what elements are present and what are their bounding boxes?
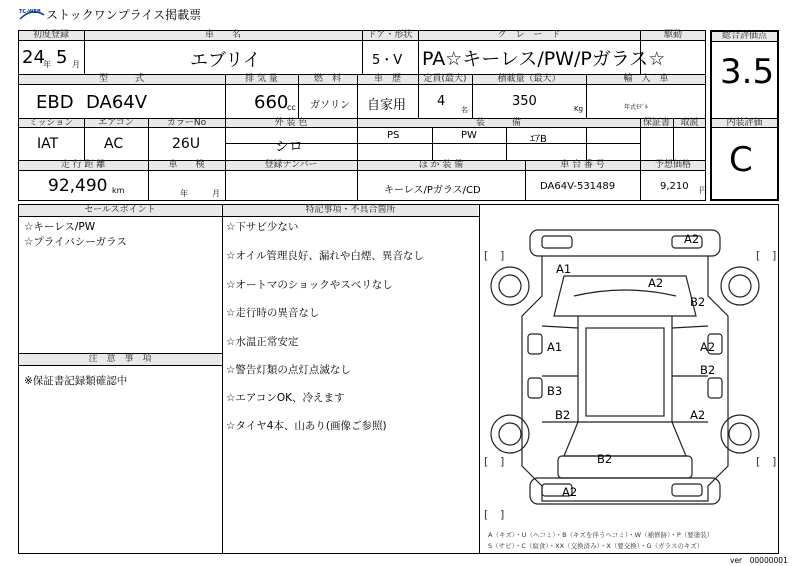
warranty-label: 保証書 xyxy=(642,118,670,128)
damage-right-door: A2 xyxy=(700,340,716,354)
insp-year: 年 xyxy=(180,189,188,198)
door-type: 5・V xyxy=(372,53,403,68)
glass-bracket: [ xyxy=(756,249,761,262)
glass-bracket: ] xyxy=(500,455,505,468)
car-name: エブリイ xyxy=(190,50,261,71)
glass-bracket: [ xyxy=(756,455,761,468)
price: 9,210 xyxy=(660,181,689,192)
door-type-label: ドア・形状 xyxy=(367,30,413,40)
load-label: 積載量（最大） xyxy=(497,74,561,84)
grade: PA☆キーレス/PW/Pガラス☆ xyxy=(422,48,666,70)
fuel: ガソリン xyxy=(310,100,350,111)
other-equipment: キーレス/Pガラス/CD xyxy=(384,185,481,196)
capacity-unit: 名 xyxy=(461,106,468,114)
chassis-no: DA64V-531489 xyxy=(540,181,616,192)
reg-month: 5 xyxy=(56,47,68,68)
list-item: ※保証書記録類確認中 xyxy=(24,375,128,387)
page-title: ストックワンプライス掲載票 xyxy=(46,8,202,22)
fuel-label: 燃 料 xyxy=(313,74,341,84)
color-no: 26U xyxy=(172,136,201,152)
price-label: 予想価格 xyxy=(654,160,691,170)
sales-points-label: セールスポイント xyxy=(84,205,156,215)
list-item: ☆水温正常安定 xyxy=(226,336,299,348)
car-name-label: 車 名 xyxy=(204,30,241,40)
import-label: 輸 入 車 xyxy=(623,74,669,84)
list-item: ☆エアコンOK、冷えます xyxy=(226,392,345,404)
logo-text: TC-WEB xyxy=(19,9,41,15)
damage-front-bumper: A2 xyxy=(684,232,700,246)
legend-line-1: A（キズ）・U（ヘコミ）・B（キズを伴うヘコミ）・W（補修跡）・P（要塗装） xyxy=(488,531,714,539)
aircon-label: エアコン xyxy=(98,118,134,128)
damage-rear-gate: B2 xyxy=(597,452,613,466)
list-item: ☆オイル管理良好、漏れや白煙、異音なし xyxy=(226,250,424,262)
list-item: ☆警告灯類の点灯点滅なし xyxy=(226,364,351,376)
ext-color: シロ xyxy=(275,139,303,155)
logo xyxy=(18,6,46,18)
notes-label: 注 意 事 項 xyxy=(88,354,152,364)
model-prefix: EBD xyxy=(36,92,74,113)
damage-left-side: B3 xyxy=(547,384,563,398)
model: DA64V xyxy=(86,92,148,113)
capacity-label: 定員(最大) xyxy=(423,74,467,84)
year-model: 年式ﾓﾃﾞﾙ xyxy=(624,104,649,111)
glass-bracket: [ xyxy=(484,249,489,262)
legend-line-2: S（サビ）・C（腐食）・XX（交換済み）・X（要交換）・G（ガラスのキズ） xyxy=(488,542,704,550)
reg-year-unit: 年 xyxy=(43,60,51,69)
displacement: 660 xyxy=(254,92,289,113)
car-diagram xyxy=(482,216,776,526)
reg-number-label: 登録ナンバー xyxy=(264,160,318,170)
interior-score-label: 内装評価 xyxy=(726,118,763,128)
chassis-no-label: 車 台 番 号 xyxy=(560,160,605,170)
list-item: ☆タイヤ4本、山あり(画像ご参照) xyxy=(226,420,387,432)
aircon: AC xyxy=(104,136,124,152)
capacity: 4 xyxy=(437,94,446,109)
reg-month-unit: 月 xyxy=(72,60,80,69)
damage-hood: A2 xyxy=(648,276,664,290)
equip-pw: PW xyxy=(461,130,477,141)
overall-score-label: 総合評価点 xyxy=(721,31,767,41)
color-no-label: カラーNo xyxy=(166,118,207,128)
list-item: ☆下サビ少ない xyxy=(226,221,299,233)
usage-label: 車 歴 xyxy=(373,74,401,84)
insp-month: 月 xyxy=(212,189,220,198)
overall-score: 3.5 xyxy=(720,52,775,92)
damage-left-door: A1 xyxy=(547,340,563,354)
mission-label: ミッション xyxy=(28,118,74,128)
mileage-label: 走 行 距 離 xyxy=(60,160,106,170)
inspection-label: 車 検 xyxy=(168,160,205,170)
list-item: ☆キーレス/PW xyxy=(24,221,96,233)
grade-label: グ レ ー ド xyxy=(497,30,561,40)
ext-color-label: 外 装 色 xyxy=(274,118,308,128)
equip-airbag: ｴｱB xyxy=(530,134,547,145)
displacement-unit: cc xyxy=(287,103,296,112)
load-unit: Kg xyxy=(574,105,584,113)
damage-front-right: B2 xyxy=(690,295,706,309)
model-label: 型 式 xyxy=(98,74,144,84)
version: ver 00000001 xyxy=(730,556,788,565)
glass-bracket: ] xyxy=(500,249,505,262)
list-item: ☆プライバシーガラス xyxy=(24,236,127,248)
displacement-label: 排 気 量 xyxy=(245,74,278,84)
mileage: 92,490 xyxy=(48,176,108,196)
equipment-label: 装 備 xyxy=(475,118,521,128)
glass-bracket: ] xyxy=(500,508,505,521)
list-item: ☆オートマのショックやスベリなし xyxy=(226,279,393,291)
damage-rear-bumper: A2 xyxy=(562,485,578,499)
glass-bracket: [ xyxy=(484,455,489,468)
equip-ps: PS xyxy=(387,130,400,141)
remarks-label: 特記事項・不具合箇所 xyxy=(305,205,396,215)
damage-left-rear: B2 xyxy=(555,408,571,422)
damage-front-left: A1 xyxy=(556,262,572,276)
damage-right-rear: A2 xyxy=(690,408,706,422)
manual-label: 取説 xyxy=(680,118,699,128)
glass-bracket: [ xyxy=(484,508,489,521)
drive-label: 駆動 xyxy=(663,30,682,40)
first-reg-label: 初度登録 xyxy=(32,30,69,40)
mission: IAT xyxy=(37,136,59,152)
usage: 自家用 xyxy=(367,98,407,113)
load: 350 xyxy=(512,94,537,109)
damage-right-side: B2 xyxy=(700,363,716,377)
glass-bracket: ] xyxy=(772,455,777,468)
interior-score: C xyxy=(729,140,753,180)
mileage-unit: km xyxy=(112,186,125,195)
list-item: ☆走行時の異音なし xyxy=(226,307,320,319)
price-unit: 円 xyxy=(699,186,707,195)
glass-bracket: ] xyxy=(772,249,777,262)
reg-year: 24 xyxy=(22,47,45,68)
other-equipment-label: ほ か 装 備 xyxy=(418,160,464,170)
